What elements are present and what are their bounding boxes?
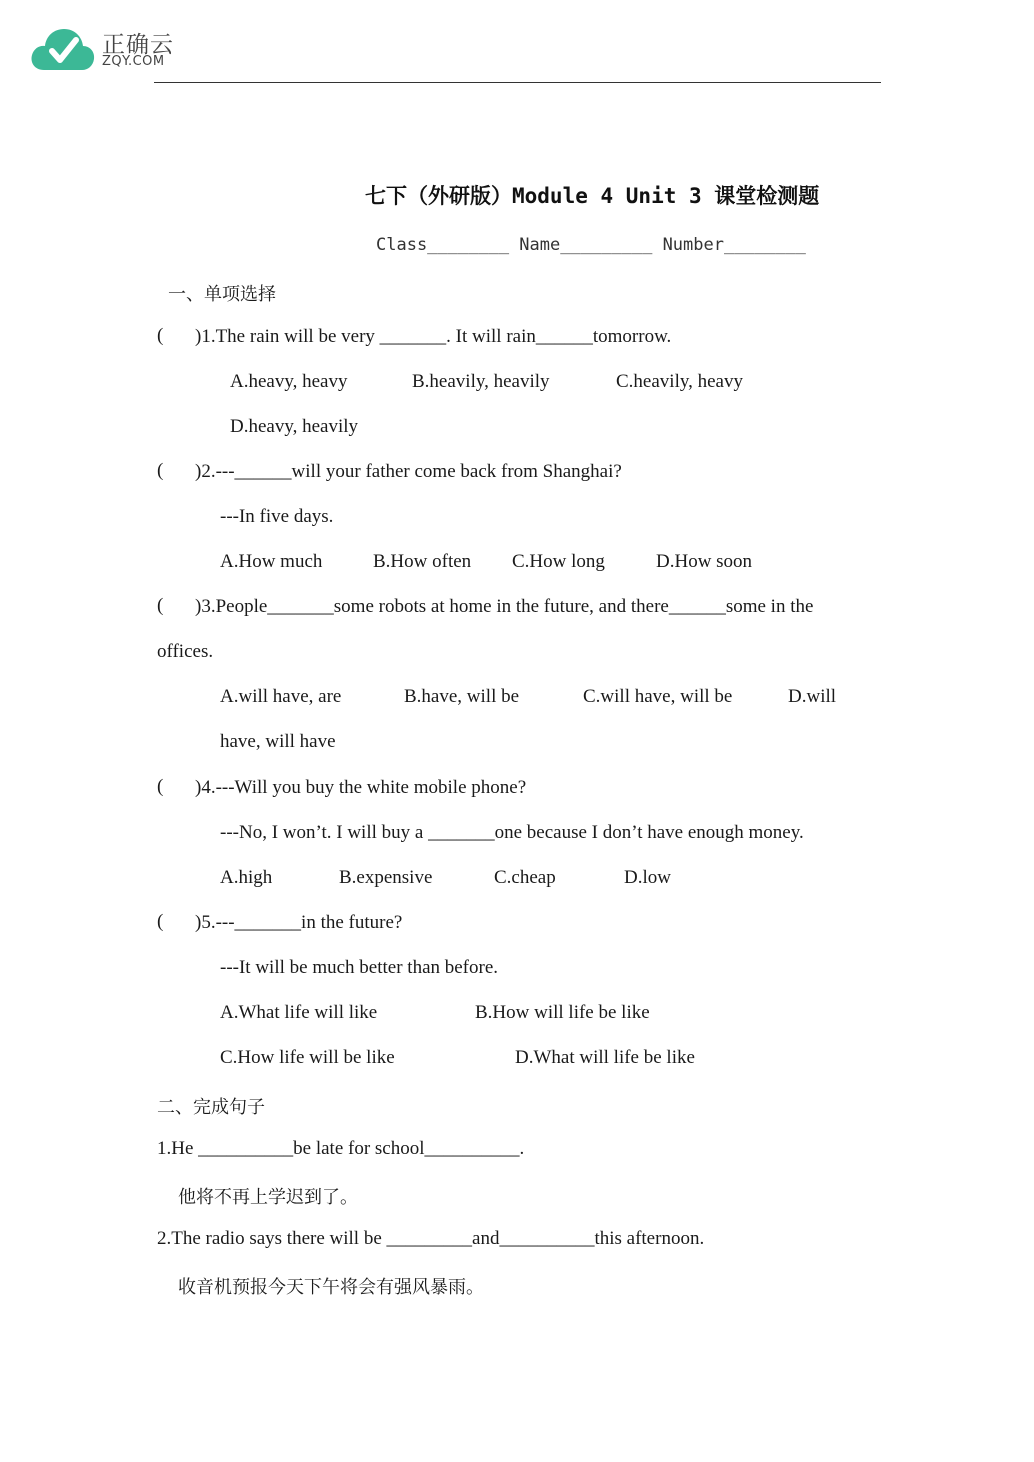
logo-cn-text: 正确云 xyxy=(102,32,174,58)
logo-en-text: ZQY.COM xyxy=(102,54,165,69)
page-title: 七下（外研版）Module 4 Unit 3 课堂检测题 xyxy=(365,184,820,208)
q5-option-d: D.What will life be like xyxy=(515,1047,695,1068)
q5-option-c: C.How life will be like xyxy=(220,1047,395,1068)
q5-answer-paren: ( xyxy=(157,911,164,932)
zqy-logo xyxy=(30,24,180,76)
q1-option-a: A.heavy, heavy xyxy=(230,371,348,392)
q2-option-d: D.How soon xyxy=(656,551,753,572)
q2-option-a: A.How much xyxy=(220,551,323,572)
q2-option-b: B.How often xyxy=(373,551,472,572)
q5-stem: )5.---_______in the future? xyxy=(195,912,403,933)
q1-answer-paren: ( xyxy=(157,325,164,346)
q1-stem: )1.The rain will be very _______. It will rain______tomorrow. xyxy=(195,326,672,347)
q2-stem: )2.---______will your father come back from Shanghai? xyxy=(195,461,622,482)
q4-reply: ---No, I won’t. I will buy a _______one because I don’t have enough money. xyxy=(220,822,804,843)
q4-option-c: C.cheap xyxy=(494,867,556,888)
q4-option-b: B.expensive xyxy=(339,867,433,888)
q3-option-a: A.will have, are xyxy=(220,686,342,707)
q2-option-c: C.How long xyxy=(512,551,605,572)
q3-option-c: C.will have, will be xyxy=(583,686,733,707)
q5-option-a: A.What life will like xyxy=(220,1002,378,1023)
q3-stem-continued: offices. xyxy=(157,641,214,662)
q3-answer-paren: ( xyxy=(157,595,164,616)
q5-reply: ---It will be much better than before. xyxy=(220,957,499,978)
s1-english: 1.He __________be late for school__________. xyxy=(157,1138,525,1159)
student-info-line: Class________ Name_________ Number________ xyxy=(376,235,806,255)
q4-stem: )4.---Will you buy the white mobile phone? xyxy=(195,777,527,798)
q4-option-d: D.low xyxy=(624,867,671,888)
section-heading-complete-sentences: 二、完成句子 xyxy=(157,1097,265,1118)
q4-option-a: A.high xyxy=(220,867,273,888)
q2-reply: ---In five days. xyxy=(220,506,334,527)
q2-answer-paren: ( xyxy=(157,460,164,481)
s2-chinese: 收音机预报今天下午将会有强风暴雨。 xyxy=(178,1277,484,1298)
q3-option-b: B.have, will be xyxy=(404,686,520,707)
q1-option-d: D.heavy, heavily xyxy=(230,416,359,437)
s2-english: 2.The radio says there will be _________and__________this afternoon. xyxy=(157,1228,705,1249)
q1-option-b: B.heavily, heavily xyxy=(412,371,550,392)
s1-chinese: 他将不再上学迟到了。 xyxy=(178,1187,358,1208)
header-divider xyxy=(154,82,881,83)
section-heading-choice: 一、单项选择 xyxy=(168,284,276,305)
q5-option-b: B.How will life be like xyxy=(475,1002,650,1023)
q4-answer-paren: ( xyxy=(157,776,164,797)
q1-option-c: C.heavily, heavy xyxy=(616,371,743,392)
q3-option-d-continued: have, will have xyxy=(220,731,336,752)
q3-option-d: D.will xyxy=(788,686,837,707)
q3-stem: )3.People_______some robots at home in the future, and there______some in the xyxy=(195,596,814,617)
cloud-check-icon xyxy=(30,24,96,72)
